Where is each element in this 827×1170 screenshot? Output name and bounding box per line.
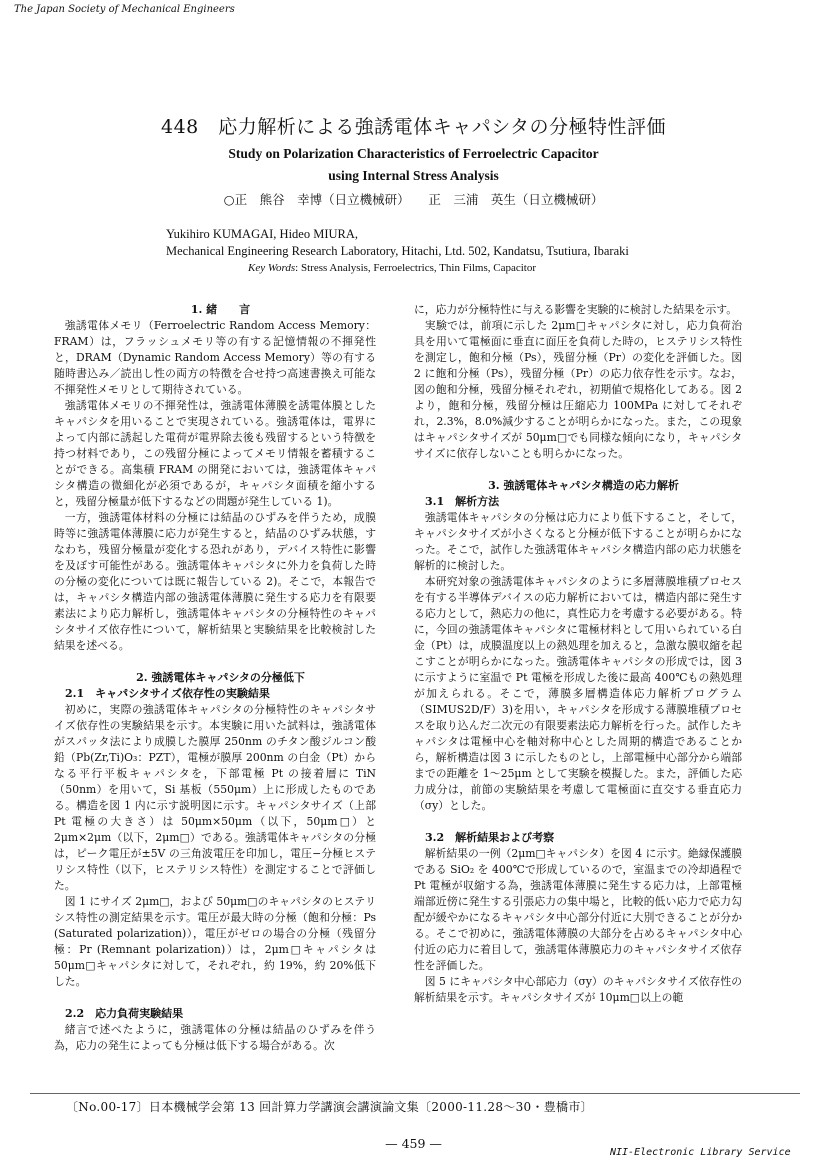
paragraph: 一方，強誘電体材料の分極には結晶のひずみを伴うため，成膜時等に強誘電体薄膜に応力が発生すると，結晶のひずみ状態，すなわち，残留分極量が変化する恐れがあり，デバイス特性に影響を及ぼす可能性がある。強誘電体キャパシタに外力を負荷した時の分極の変化については既に報告している 2)。そこで，本報告では，キャパシタ構造内部の強誘電体薄膜に発生する応力を有限要素法により応力解析し，強誘電体キャパシタの分極特性のキャパシタサイズ依存性について，解析結果と実験結果を比較検討した結果を述べる。 — [54, 511, 376, 652]
key-words-text: : Stress Analysis, Ferroelectrics, Thin Films, Capacitor — [295, 262, 537, 274]
footer-divider — [30, 1093, 800, 1094]
society-header: The Japan Society of Mechanical Engineers — [14, 4, 235, 15]
authors-ja: ○正 熊谷 幸博（日立機械研） 正 三浦 英生（日立機械研） — [223, 192, 604, 207]
section-2-2-heading: 2.2 応力負荷実験結果 — [65, 1007, 184, 1020]
paper-title-en-line2: using Internal Stress Analysis — [328, 168, 499, 183]
left-column — [54, 302, 376, 1054]
section-2-heading: 2. 強誘電体キャパシタの分極低下 — [136, 671, 305, 684]
section-3-2-heading: 3.2 解析結果および考察 — [425, 831, 555, 844]
key-words — [248, 262, 536, 274]
section-3-heading: 3. 強誘電体キャパシタ構造の応力解析 — [488, 479, 679, 492]
paragraph: 強誘電体メモリの不揮発性は，強誘電体薄膜を誘電体膜としたキャパシタを用いることで実現されている。強誘電体は，電界によって内部に誘起した電荷が電界除去後も残留するという特徴を持つ材料であり，この残留分極によってメモリ情報を蓄積することができる。高集積 FRAM の開発においては，強誘電体キャパシタ構造の微細化が必須であるが，キャパシタ面積を縮小すると，残留分極量が低下するなどの問題が発生している 1)。 — [54, 399, 376, 508]
paragraph: 強誘電体キャパシタの分極は応力により低下すること，そして，キャパシタサイズが小さくなると分極が低下することが明らかになった。そこで，試作した強誘電体キャパシタ構造内部の応力状態を解析的に検討した。 — [414, 511, 742, 572]
key-words-label: Key Words — [248, 262, 296, 274]
nii-footer: NII-Electronic Library Service — [610, 1147, 791, 1158]
paragraph: 緒言で述べたように，強誘電体の分極は結晶のひずみを伴う為，応力の発生によっても分極は低下する場合がある。次 — [54, 1023, 376, 1052]
author-affiliation-en: Mechanical Engineering Research Laboratory, Hitachi, Ltd. 502, Kandatsu, Tsutiura, Ibaraki — [166, 244, 629, 258]
paragraph: 解析結果の一例（2μm□キャパシタ）を図 4 に示す。絶縁保護膜である SiO₂ を 400℃で形成しているので，室温までの冷却過程で Pt 電極が収縮する為，強誘電体薄膜に発生する応力は，上部電極端部近傍に発生する引張応力の集中場と，比較的低い応力で応力勾配が緩やかになるキャパシタ中心部分付近に大別できることが分かる。そこで初めに，強誘電体薄膜の大部分を占めるキャパシタ中心付近の応力に着目して，強誘電体薄膜応力のキャパシタサイズ依存性を評価した。 — [414, 847, 742, 972]
paragraph: 実験では，前項に示した 2μm□キャパシタに対し，応力負荷治具を用いて電極面に垂直に面圧を負荷した時の，ヒステリシス特性を測定し，飽和分極（Ps），残留分極（Pr）の変化を評価した。図 2 に飽和分極（Ps），残留分極（Pr）の応力依存性を示す。なお，図の飽和分極，残留分極それぞれ，初期値で規格化してある。図 2 より，飽和分極，残留分極は圧縮応力 100MPa に対してそれぞれ，2.3%，8.0%減少することが明らかになった。また，この現象はキャパシタサイズが 50μm□でも同様な傾向になり，キャパシタサイズに依存しないことも明らかになった。 — [414, 319, 742, 460]
paragraph: 初めに，実際の強誘電体キャパシタの分極特性のキャパシタサイズ依存性の実験結果を示す。本実験に用いた試料は，強誘電体がスパッタ法により成膜した膜厚 250nm のチタン酸ジルコン酸鉛（Pb(Zr,Ti)O₃：PZT），電極が膜厚 200nm の白金（Pt）からなる平行平板キャパシタを，下部電極 Pt の接着層に TiN（50nm）を用いて，Si 基板（550μm）上に形成したものである。構造を図 1 内に示す説明図に示す。キャパシタサイズ（上部 Pt 電極の大きさ）は 50μm×50μm（以下，50μm□）と 2μm×2μm（以下，2μm□）である。強誘電体キャパシタの分極は，ピーク電圧が±5V の三角波電圧を印加し，電圧−分極ヒステリシス特性（以下，ヒステリシス特性）を測定することで評価した。 — [54, 703, 376, 892]
paragraph: 図 1 にサイズ 2μm□，および 50μm□のキャパシタのヒステリシス特性の測定結果を示す。電圧が最大時の分極（飽和分極：Ps (Saturated polarization)），電圧がゼロの場合の分極（残留分極：Pr (Remnant polarization)）は，2μm□キャパシタは 50μm□キャパシタに対して，それぞれ，約 19%，約 20%低下した。 — [54, 895, 376, 988]
page-number: — 459 — — [385, 1136, 442, 1151]
paragraph: 強誘電体メモリ（Ferroelectric Random Access Memory：FRAM）は，フラッシュメモリ等の有する記憶情報の不揮発性と，DRAM（Dynamic Random Access Memory）等の有する随時書込み／読出し性の両方の特徴を合せ持つ高速書換え可能な不揮発性メモリとして期待されている。 — [54, 319, 376, 396]
paragraph: 本研究対象の強誘電体キャパシタのように多層薄膜堆積プロセスを有する半導体デバイスの応力解析においては，構造内部に発生する応力として，熱応力の他に，真性応力を考慮する必要がある。特に，今回の強誘電体キャパシタに電極材料として用いられている白金（Pt）は，成膜温度以上の熱処理を加えると，急激な膜収縮を起こすことが明らかになった。強誘電体キャパシタの形成では，図 3 に示すように室温で Pt 電極を形成した後に最高 400℃もの熱処理が加えられる。そこで，薄膜多層構造体応力解析プログラム（SIMUS2D/F）3)を用い，キャパシタを形成する薄膜堆積プロセスを取り込んだ二次元の有限要素法応力解析を行った。試作したキャパシタは電極中心を軸対称中心とした周期的構造であることから，解析構造は図 3 に示したものとし，上部電極中心部分から端部までの距離を 1〜25μm として実験を模擬した。また，評価した応力成分は，前節の実験結果を考慮して電極面に直交する垂直応力（σy）とした。 — [414, 575, 743, 812]
paragraph: に，応力が分極特性に与える影響を実験的に検討した結果を示す。 — [414, 303, 738, 316]
proceedings-footer: 〔No.00-17〕日本機械学会第 13 回計算力学講演会講演論文集〔2000-11.28〜30・豊橋市〕 — [66, 1100, 593, 1114]
authors-en — [166, 226, 629, 260]
section-2-1-heading: 2.1 キャパシタサイズ依存性の実験結果 — [65, 687, 270, 700]
section-3-1-heading: 3.1 解析方法 — [425, 495, 500, 508]
right-column — [414, 302, 742, 1006]
paragraph: 図 5 にキャパシタ中心部応力（σy）のキャパシタサイズ依存性の解析結果を示す。キャパシタサイズが 10μm□以上の範 — [414, 975, 742, 1004]
section-1-heading: 1. 緒 言 — [190, 303, 251, 316]
author-names-en: Yukihiro KUMAGAI, Hideo MIURA, — [166, 227, 359, 241]
paper-title-en-line1: Study on Polarization Characteristics of Ferroelectric Capacitor — [228, 146, 599, 161]
paper-title-ja: 448 応力解析による強誘電体キャパシタの分極特性評価 — [160, 116, 666, 138]
